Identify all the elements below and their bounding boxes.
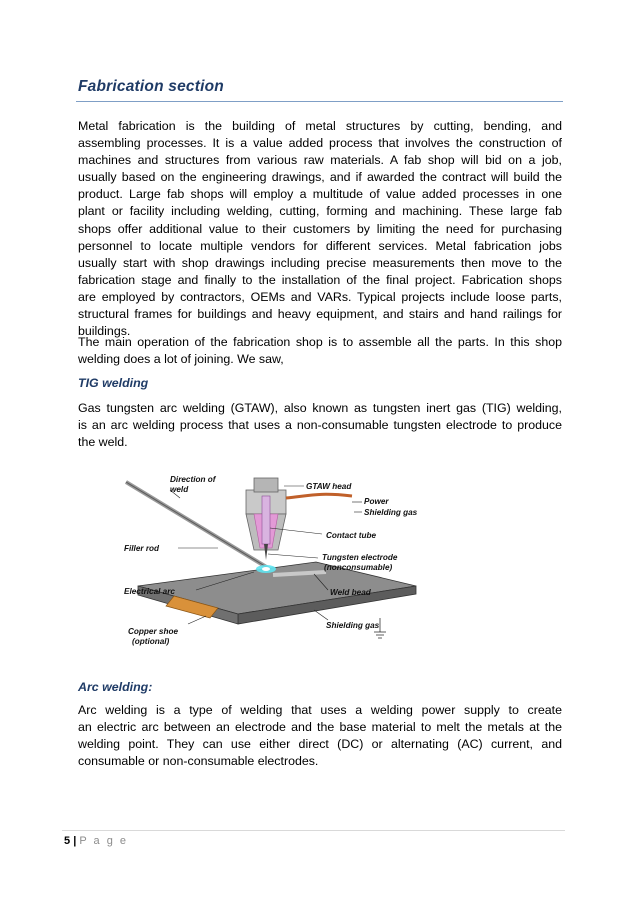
tig-heading: TIG welding <box>78 376 149 390</box>
tig-line: is an arc welding process that uses a non-consumable tungsten electrode to produce <box>78 418 562 433</box>
power-cable <box>286 494 352 498</box>
intro-line: usually based on the engineering drawings, and if awarded the contract will build the <box>78 170 562 185</box>
label-power: Power <box>364 497 389 506</box>
title-underline <box>76 101 563 102</box>
intro-line: Metal fabrication is the building of metal structures by cutting, bending, and <box>78 119 562 133</box>
label-tungsten-2: (nonconsumable) <box>324 563 393 572</box>
intro-line: usually start with shop drawings including precise measurements then move to the <box>78 255 562 270</box>
gtaw-diagram <box>118 468 448 658</box>
intro-line: structural frames for buildings and heavy equipment, and stairs and hand railings for <box>78 307 562 322</box>
label-contact-tube: Contact tube <box>326 531 377 540</box>
arc-line: welding point. They can use either direct (DC) or alternating (AC) current, and <box>78 737 562 752</box>
label-copper-shoe-2: (optional) <box>132 637 170 646</box>
footer-separator: | <box>73 835 77 847</box>
arc-line: an electric arc between an electrode and the base material to melt the metals at the <box>78 720 562 735</box>
intro-line: machines and structures from various raw materials. A fab shop will bid on a job, <box>78 153 562 168</box>
label-gtaw-head: GTAW head <box>306 482 352 491</box>
intro-line: assembling processes. It is a value added process that involves the construction of <box>78 136 562 151</box>
arc-heading: Arc welding: <box>78 680 153 694</box>
arc-line: Arc welding is a type of welding that uses a welding power supply to create <box>78 703 562 717</box>
section-title: Fabrication section <box>78 78 224 95</box>
intro-line: are employed by contractors, OEMs and VARs. Typical projects include loose parts, <box>78 289 562 304</box>
label-copper-shoe: Copper shoe <box>128 627 179 636</box>
page-label: P a g e <box>79 835 128 847</box>
contact-tube <box>262 496 270 544</box>
label-shielding-gas-out: Shielding gas <box>326 621 380 630</box>
label-direction: Direction of <box>170 475 216 484</box>
intro-line: buildings. <box>78 324 131 339</box>
label-shielding-gas-in: Shielding gas <box>364 508 418 517</box>
intro-line: plant or facility including welding, cutting, forming and machining. These large fab <box>78 204 562 219</box>
intro-paragraph <box>78 118 562 340</box>
tig-paragraph <box>78 400 562 451</box>
intro-line: product. Large fab shops will employ a multitude of value added processes in one <box>78 187 562 202</box>
label-filler-rod: Filler rod <box>124 544 160 553</box>
label-tungsten: Tungsten electrode <box>322 553 398 562</box>
tig-line: Gas tungsten arc welding (GTAW), also known as tungsten inert gas (TIG) welding, <box>78 401 562 415</box>
page-footer <box>64 835 128 847</box>
intro-line: personnel to locate multiple vendors for different services. Metal fabrication jobs <box>78 238 562 253</box>
arc-line: consumable or non-consumable electrodes. <box>78 754 319 769</box>
intro-line: fabrication stage and finally to the installation of the final project. Fabrication shops <box>78 272 562 287</box>
tig-line: the weld. <box>78 435 128 450</box>
tungsten-electrode <box>264 544 268 560</box>
intro-line: shops offer additional value to their customers by limiting the need for purchasing <box>78 221 562 236</box>
operation-line: The main operation of the fabrication shop is to assemble all the parts. In this shop <box>78 335 562 349</box>
label-direction-2: weld <box>170 485 189 494</box>
label-electrical-arc: Electrical arc <box>124 587 175 596</box>
page-number: 5 <box>64 835 71 847</box>
arc-paragraph <box>78 702 562 770</box>
operation-paragraph <box>78 334 562 368</box>
operation-line: welding does a lot of joining. We saw, <box>78 352 284 367</box>
footer-rule <box>62 830 565 831</box>
label-weld-bead: Weld bead <box>330 588 371 597</box>
